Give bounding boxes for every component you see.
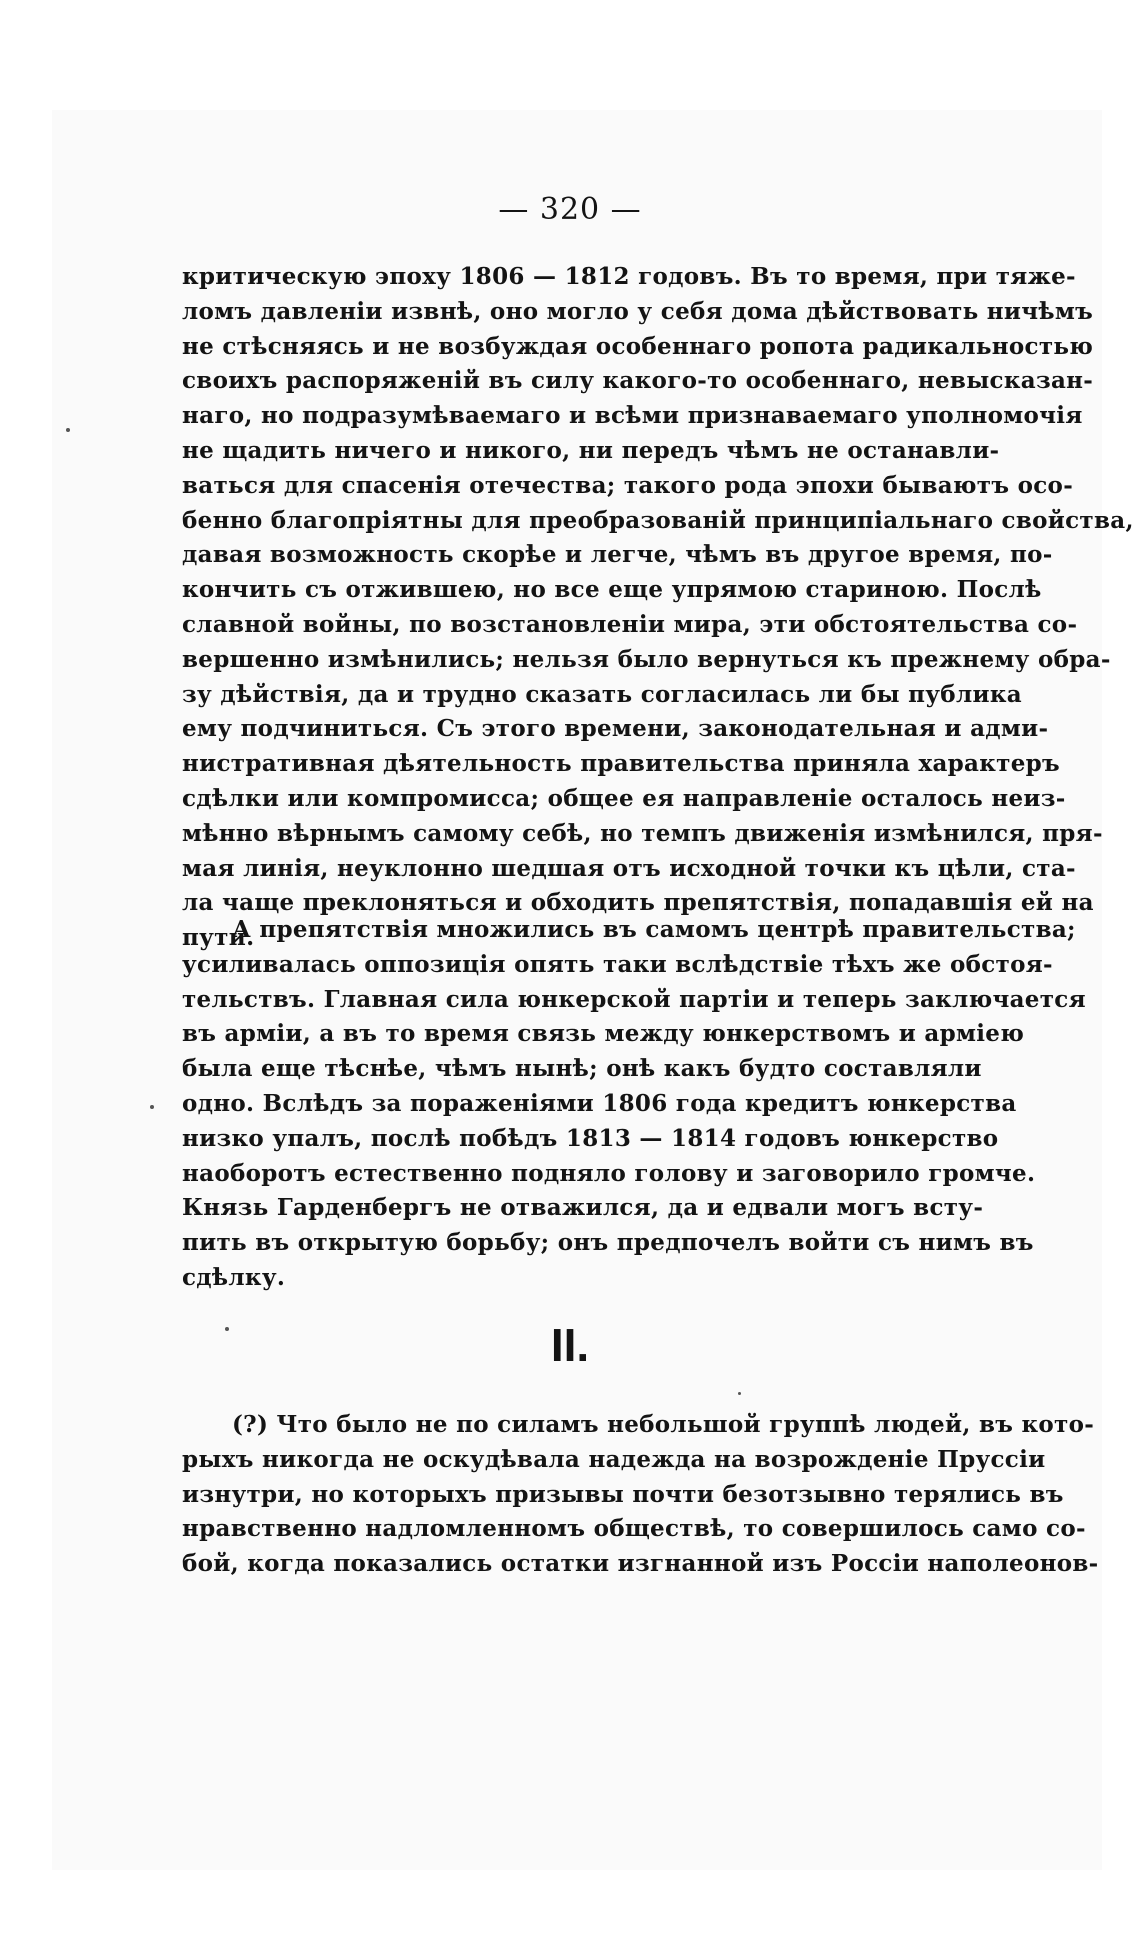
text-line: усиливалась оппозиція опять таки вслѣдствіе тѣхъ же обстоя- [182,950,1053,978]
scan-speck [225,1327,229,1331]
section-heading: II. [550,1319,590,1371]
text-line: низко упалъ, послѣ побѣдъ 1813 — 1814 годовъ юнкерство [182,1124,999,1152]
text-line: тельствъ. Главная сила юнкерской партіи и теперь заключается [182,985,1086,1013]
text-line: одно. Вслѣдъ за пораженіями 1806 года кредитъ юнкерства [182,1089,1017,1117]
text-line: кончить съ отжившею, но все еще упрямою стариною. Послѣ [182,576,1042,604]
text-line: въ арміи, а въ то время связь между юнкерствомъ и арміею [182,1020,1025,1048]
scan-speck [738,1392,741,1395]
text-line: критическую эпоху 1806 — 1812 годовъ. Въ то время, при тяже- [182,263,1076,290]
text-line: была еще тѣснѣе, чѣмъ нынѣ; онѣ какъ будто составляли [182,1055,982,1083]
text-line: ла чаще преклоняться и обходить препятствія, попадавшія ей на [182,889,1094,917]
paragraph-1 [182,260,1134,956]
text-line: наоборотъ естественно подняло голову и заговорило громче. [182,1159,1036,1187]
text-line: не щадить ничего и никого, ни передъ чѣмъ не останавли- [182,436,1000,464]
text-line: мая линія, неуклонно шедшая отъ исходной точки къ цѣли, ста- [182,854,1076,882]
text-line: бой, когда показались остатки изгнанной изъ Россіи наполеонов- [182,1550,1099,1578]
text-line: ваться для спасенія отечества; такого рода эпохи бываютъ осо- [182,471,1074,499]
paragraph-3 [182,1408,1099,1582]
text-line: сдѣлки или компромисса; общее ея направленіе осталось неиз- [182,784,1066,812]
text-line: Князь Гарденбергъ не отважился, да и едвали могъ всту- [182,1194,984,1222]
text-line: ему подчиниться. Съ этого времени, законодательная и адми- [182,715,1049,743]
text-line: мѣнно вѣрнымъ самому себѣ, но темпъ движенія измѣнился, пря- [182,819,1103,847]
text-line: А препятствія множились въ самомъ центрѣ правительства; [232,916,1076,943]
text-line: своихъ распоряженій въ силу какого-то особеннаго, невысказан- [182,367,1094,395]
scan-speck [150,1105,154,1109]
text-line: изнутри, но которыхъ призывы почти безотзывно терялись въ [182,1480,1064,1508]
text-line: давая возможность скорѣе и легче, чѣмъ въ другое время, по- [182,541,1053,569]
text-line: пить въ открытую борьбу; онъ предпочелъ войти съ нимъ въ [182,1229,1034,1257]
text-line: сдѣлку. [182,1263,286,1291]
scan-speck [66,428,70,432]
text-line: бенно благопріятны для преобразованій принципіальнаго свойства, [182,506,1134,534]
text-line: зу дѣйствія, да и трудно сказать согласилась ли бы публика [182,680,1022,708]
text-line: славной войны, по возстановленіи мира, эти обстоятельства со- [182,610,1078,638]
text-line: не стѣсняясь и не возбуждая особеннаго ропота радикальностью [182,332,1094,360]
text-line: нравственно надломленномъ обществѣ, то совершилось само со- [182,1515,1086,1543]
page-number: — 320 — [498,192,642,227]
text-line: нистративная дѣятельность правительства приняла характеръ [182,750,1060,778]
text-line: рыхъ никогда не оскудѣвала надежда на возрожденіе Пруссіи [182,1445,1046,1473]
text-line: наго, но подразумѣваемаго и всѣми признаваемаго уполномочія [182,402,1083,430]
text-line: ломъ давленіи извнѣ, оно могло у себя дома дѣйствовать ничѣмъ [182,297,1094,325]
text-line: пути. [182,924,255,952]
text-line: (?) Что было не по силамъ небольшой группѣ людей, въ кото- [232,1411,1095,1438]
paragraph-2 [182,913,1086,1296]
text-line: вершенно измѣнились; нельзя было вернуться къ прежнему обра- [182,645,1111,673]
